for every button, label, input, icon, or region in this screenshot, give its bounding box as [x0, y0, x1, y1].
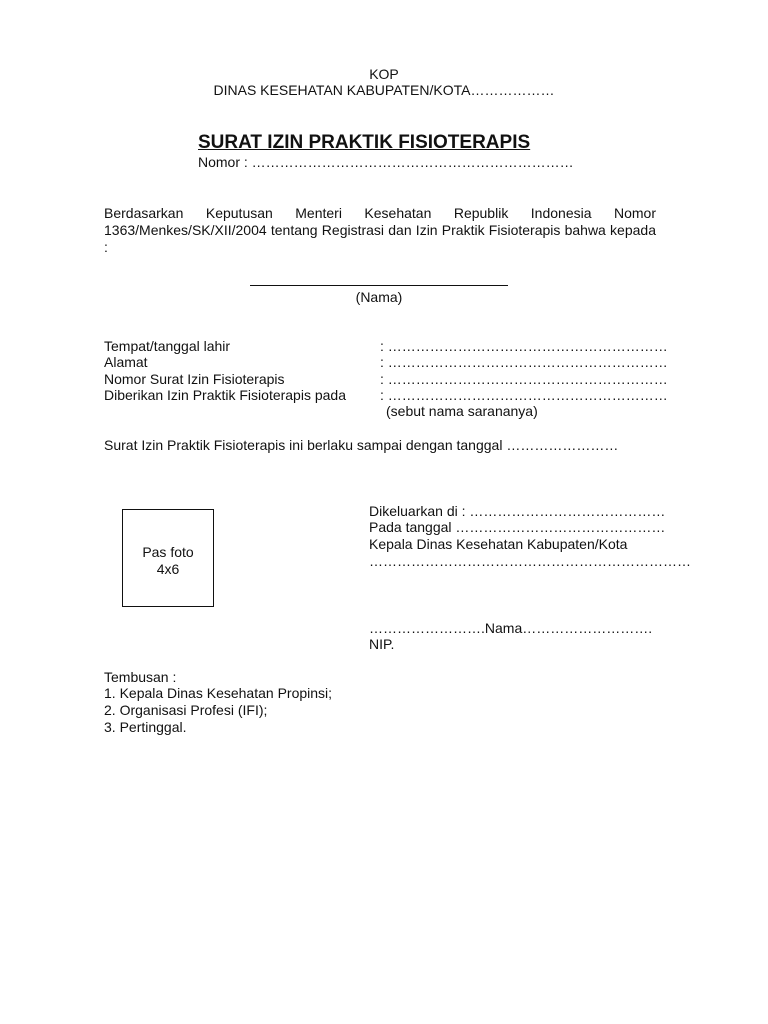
photo-label — [123, 544, 213, 578]
tembusan-item: 1. Kepala Dinas Kesehatan Propinsi; — [104, 685, 333, 701]
field-label-diberikan-izin: Diberikan Izin Praktik Fisioterapis pada — [104, 387, 346, 403]
field-value-alamat: : …………………………………………………… — [380, 354, 668, 370]
photo-label-line2: 4x6 — [156, 561, 180, 577]
field-label-tempat-lahir: Tempat/tanggal lahir — [104, 338, 231, 354]
field-label-alamat: Alamat — [104, 354, 148, 370]
field-value-tempat-lahir: : …………………………………………………… — [380, 338, 668, 354]
tembusan-item: 3. Pertinggal. — [104, 719, 187, 735]
pada-tanggal-line: Pada tanggal ……………………………………… — [369, 519, 666, 535]
sebut-note: (sebut nama sarananya) — [386, 403, 538, 419]
tembusan-heading: Tembusan : — [104, 669, 177, 685]
kop-label: KOP — [369, 66, 399, 82]
field-label-nomor-surat: Nomor Surat Izin Fisioterapis — [104, 371, 285, 387]
tembusan-item: 2. Organisasi Profesi (IFI); — [104, 702, 268, 718]
jabatan-line: Kepala Dinas Kesehatan Kabupaten/Kota — [369, 536, 628, 552]
name-underline — [250, 285, 508, 286]
photo-label-line1: Pas foto — [142, 544, 194, 560]
dinas-header: DINAS KESEHATAN KABUPATEN/KOTA……………… — [213, 82, 555, 98]
name-label: (Nama) — [355, 289, 403, 305]
dikeluarkan-line: Dikeluarkan di : …………………………………… — [369, 503, 666, 519]
berlaku-line: Surat Izin Praktik Fisioterapis ini berlaku sampai dengan tanggal …………………… — [104, 437, 619, 453]
jabatan-dots: …………………………………………………………… — [369, 553, 691, 569]
nomor-line: Nomor : …………………………………………………………… — [198, 154, 574, 170]
photo-box — [122, 509, 214, 607]
document-title: SURAT IZIN PRAKTIK FISIOTERAPIS — [198, 132, 531, 153]
intro-paragraph: Berdasarkan Keputusan Menteri Kesehatan Republik Indonesia Nomor 1363/Menkes/SK/XII/2004 tentang Registrasi dan Izin Praktik Fisioterapis bahwa kepada : — [104, 205, 656, 255]
field-value-nomor-surat: : …………………………………………………… — [380, 371, 668, 387]
field-value-diberikan-izin: : …………………………………………………… — [380, 387, 668, 403]
signer-nip: NIP. — [369, 636, 395, 652]
signer-name: …………………….Nama………………………. — [369, 620, 653, 636]
